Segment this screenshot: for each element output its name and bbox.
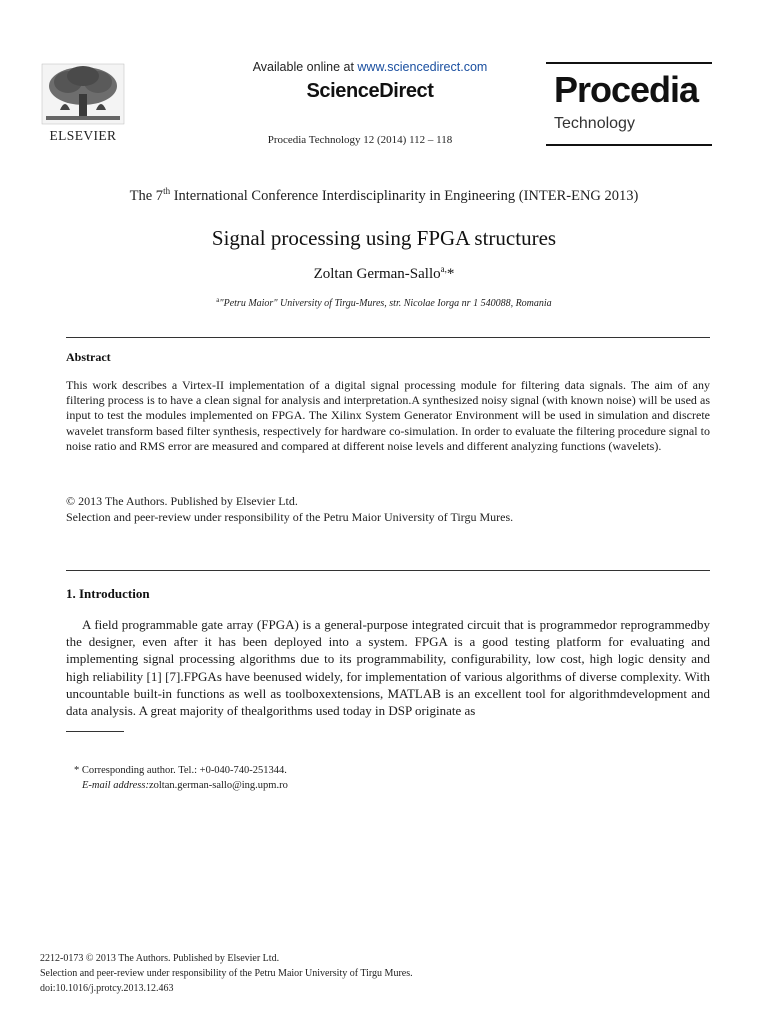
sciencedirect-logo: ScienceDirect bbox=[306, 80, 434, 102]
copyright-line: © 2013 The Authors. Published by Elsevier Ltd. bbox=[66, 494, 298, 508]
elsevier-tree-icon bbox=[40, 62, 126, 126]
abstract-heading: Abstract bbox=[66, 350, 111, 364]
available-online bbox=[150, 60, 590, 74]
procedia-subtitle: Technology bbox=[554, 115, 635, 132]
author-affil-mark: a, bbox=[440, 264, 447, 274]
footnote-rule bbox=[66, 731, 124, 732]
footer-doi[interactable]: doi:10.1016/j.protcy.2013.12.463 bbox=[40, 983, 174, 994]
procedia-bottom-rule bbox=[546, 144, 712, 146]
email-line bbox=[82, 780, 288, 791]
footer-review: Selection and peer-review under responsibility of the Petru Maior University of Tirgu Mures. bbox=[40, 968, 413, 979]
divider-top bbox=[66, 337, 710, 338]
affiliation bbox=[40, 296, 728, 309]
conference-line bbox=[40, 186, 728, 205]
paper-title: Signal processing using FPGA structures bbox=[211, 226, 557, 250]
sciencedirect-link[interactable]: www.sciencedirect.com bbox=[357, 60, 488, 74]
corresponding-author: * Corresponding author. Tel.: +0-040-740-251344. bbox=[74, 765, 287, 776]
email-address[interactable]: zoltan.german-sallo@ing.upm.ro bbox=[148, 780, 288, 791]
elsevier-wordmark: ELSEVIER bbox=[49, 128, 117, 143]
journal-reference: Procedia Technology 12 (2014) 112 – 118 bbox=[267, 134, 453, 146]
elsevier-logo bbox=[40, 62, 126, 146]
introduction-body: A field programmable gate array (FPGA) is a general-purpose integrated circuit that is programmedor reprogrammedby the designer, even after it has been deployed into a system. FPGA is a good testing platform for evaluating and implementing signal processing algorithms due to its programmability, configurability, low cost, high logic density and high reliability [1] [7].FPGAs have beenused widely, for implementation of various algorithms of diverse complexity. With uncountable built-in functions as well as toolboxextensions, MATLAB is an excellent tool for algorithmdevelopment and data analysis. A great majority of thealgorithms used today in DSP originate as bbox=[66, 617, 710, 719]
author-line bbox=[40, 264, 728, 283]
affiliation-text: "Petru Maior" University of Tirgu-Mures, str. Nicolae Iorga nr 1 540088, Romania bbox=[219, 298, 552, 309]
author-name: Zoltan German-Sallo bbox=[313, 266, 441, 282]
footer-issn: 2212-0173 © 2013 The Authors. Published by Elsevier Ltd. bbox=[40, 953, 280, 964]
email-label: E-mail address: bbox=[82, 780, 149, 791]
procedia-logo bbox=[546, 62, 712, 146]
conference-pre: The 7 bbox=[129, 188, 164, 204]
conference-post: International Conference Interdisciplinarity in Engineering (INTER-ENG 2013) bbox=[170, 188, 639, 204]
procedia-title: Procedia bbox=[554, 69, 699, 110]
available-prefix: Available online at bbox=[252, 60, 358, 74]
peer-review-line: Selection and peer-review under responsibility of the Petru Maior University of Tirgu Mures. bbox=[66, 510, 514, 524]
procedia-top-rule bbox=[546, 62, 712, 64]
conference-sup: th bbox=[163, 186, 171, 196]
divider-bottom bbox=[66, 570, 710, 571]
abstract-body: This work describes a Virtex-II implementation of a digital signal processing module for filtering data signals. The aim of any filtering process is to have a clean signal for analysis and interpretation.A synthesized noisy signal (with known noise) will be used as input to test the modules implemented on FPGA. The Xilinx System Generator Environment will be used in simulation and discrete wavelet transform based filter synthesis, respectively for hardware co-simulation. In order to evaluate the filtering procedure signal to noise ratio and RMS error are measured and compared at different noise levels and different analyzing functions (wavelets). bbox=[66, 378, 710, 453]
author-star: * bbox=[446, 266, 455, 282]
introduction-heading: 1. Introduction bbox=[66, 586, 150, 601]
affil-mark: a bbox=[216, 296, 220, 304]
